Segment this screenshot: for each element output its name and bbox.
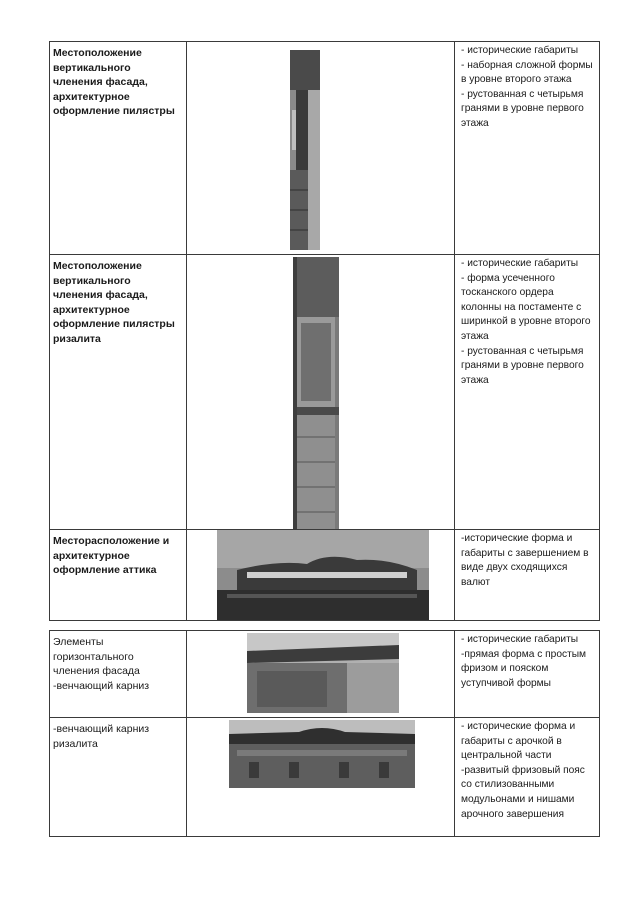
element-description: -исторические форма и габариты с завершением в виде двух сходящихся валют <box>461 533 589 588</box>
element-label: Местоположение вертикального членения фасада, архитектурное оформление пилястры <box>53 47 175 117</box>
description-cell <box>455 718 599 836</box>
element-label-cell <box>50 631 187 717</box>
description-cell <box>455 255 599 529</box>
table-row <box>49 630 600 718</box>
description-cell <box>455 530 599 620</box>
photo-cell <box>187 718 455 836</box>
table-row <box>49 717 600 837</box>
element-description: - исторические габариты - наборная сложной формы в уровне второго этажа - рустованная с четырьмя гранями в уровне первого этажа <box>461 45 593 129</box>
risalit-cornice-photo <box>229 720 415 788</box>
element-label-cell <box>50 530 187 620</box>
element-label-cell <box>50 42 187 254</box>
cornice-photo <box>247 633 399 713</box>
description-cell <box>455 42 599 254</box>
element-description: - исторические габариты - форма усеченного тосканского ордера колонны на постаменте с ширинкой в уровне второго этажа - рустованная с четырьмя гранями в уровне первого этажа <box>461 258 591 386</box>
photo-cell <box>187 255 455 529</box>
table-row <box>49 529 600 621</box>
table-row <box>49 41 600 255</box>
element-description: - исторические габариты -прямая форма с простым фризом и пояском уступчивой формы <box>461 634 587 689</box>
element-label-cell <box>50 255 187 529</box>
element-label-cell <box>50 718 187 836</box>
photo-cell <box>187 42 455 254</box>
element-label: -венчающий карниз ризалита <box>53 723 150 750</box>
facade-pilaster-photo <box>290 50 320 250</box>
element-label: Местоположение вертикального членения фасада, архитектурное оформление пилястры ризалита <box>53 260 175 345</box>
photo-cell <box>187 530 455 620</box>
attic-photo <box>217 530 429 620</box>
risalit-pilaster-photo <box>293 257 339 529</box>
table-row <box>49 254 600 530</box>
element-label: Элементы горизонтального членения фасада -венчающий карниз <box>53 636 150 692</box>
description-cell <box>455 631 599 717</box>
photo-cell <box>187 631 455 717</box>
element-description: - исторические форма и габариты с арочкой в центральной части -развитый фризовый пояс со стилизованными модульонами и нишами арочного завершения <box>461 721 585 820</box>
element-label: Месторасположение и архитектурное оформление аттика <box>53 535 170 576</box>
